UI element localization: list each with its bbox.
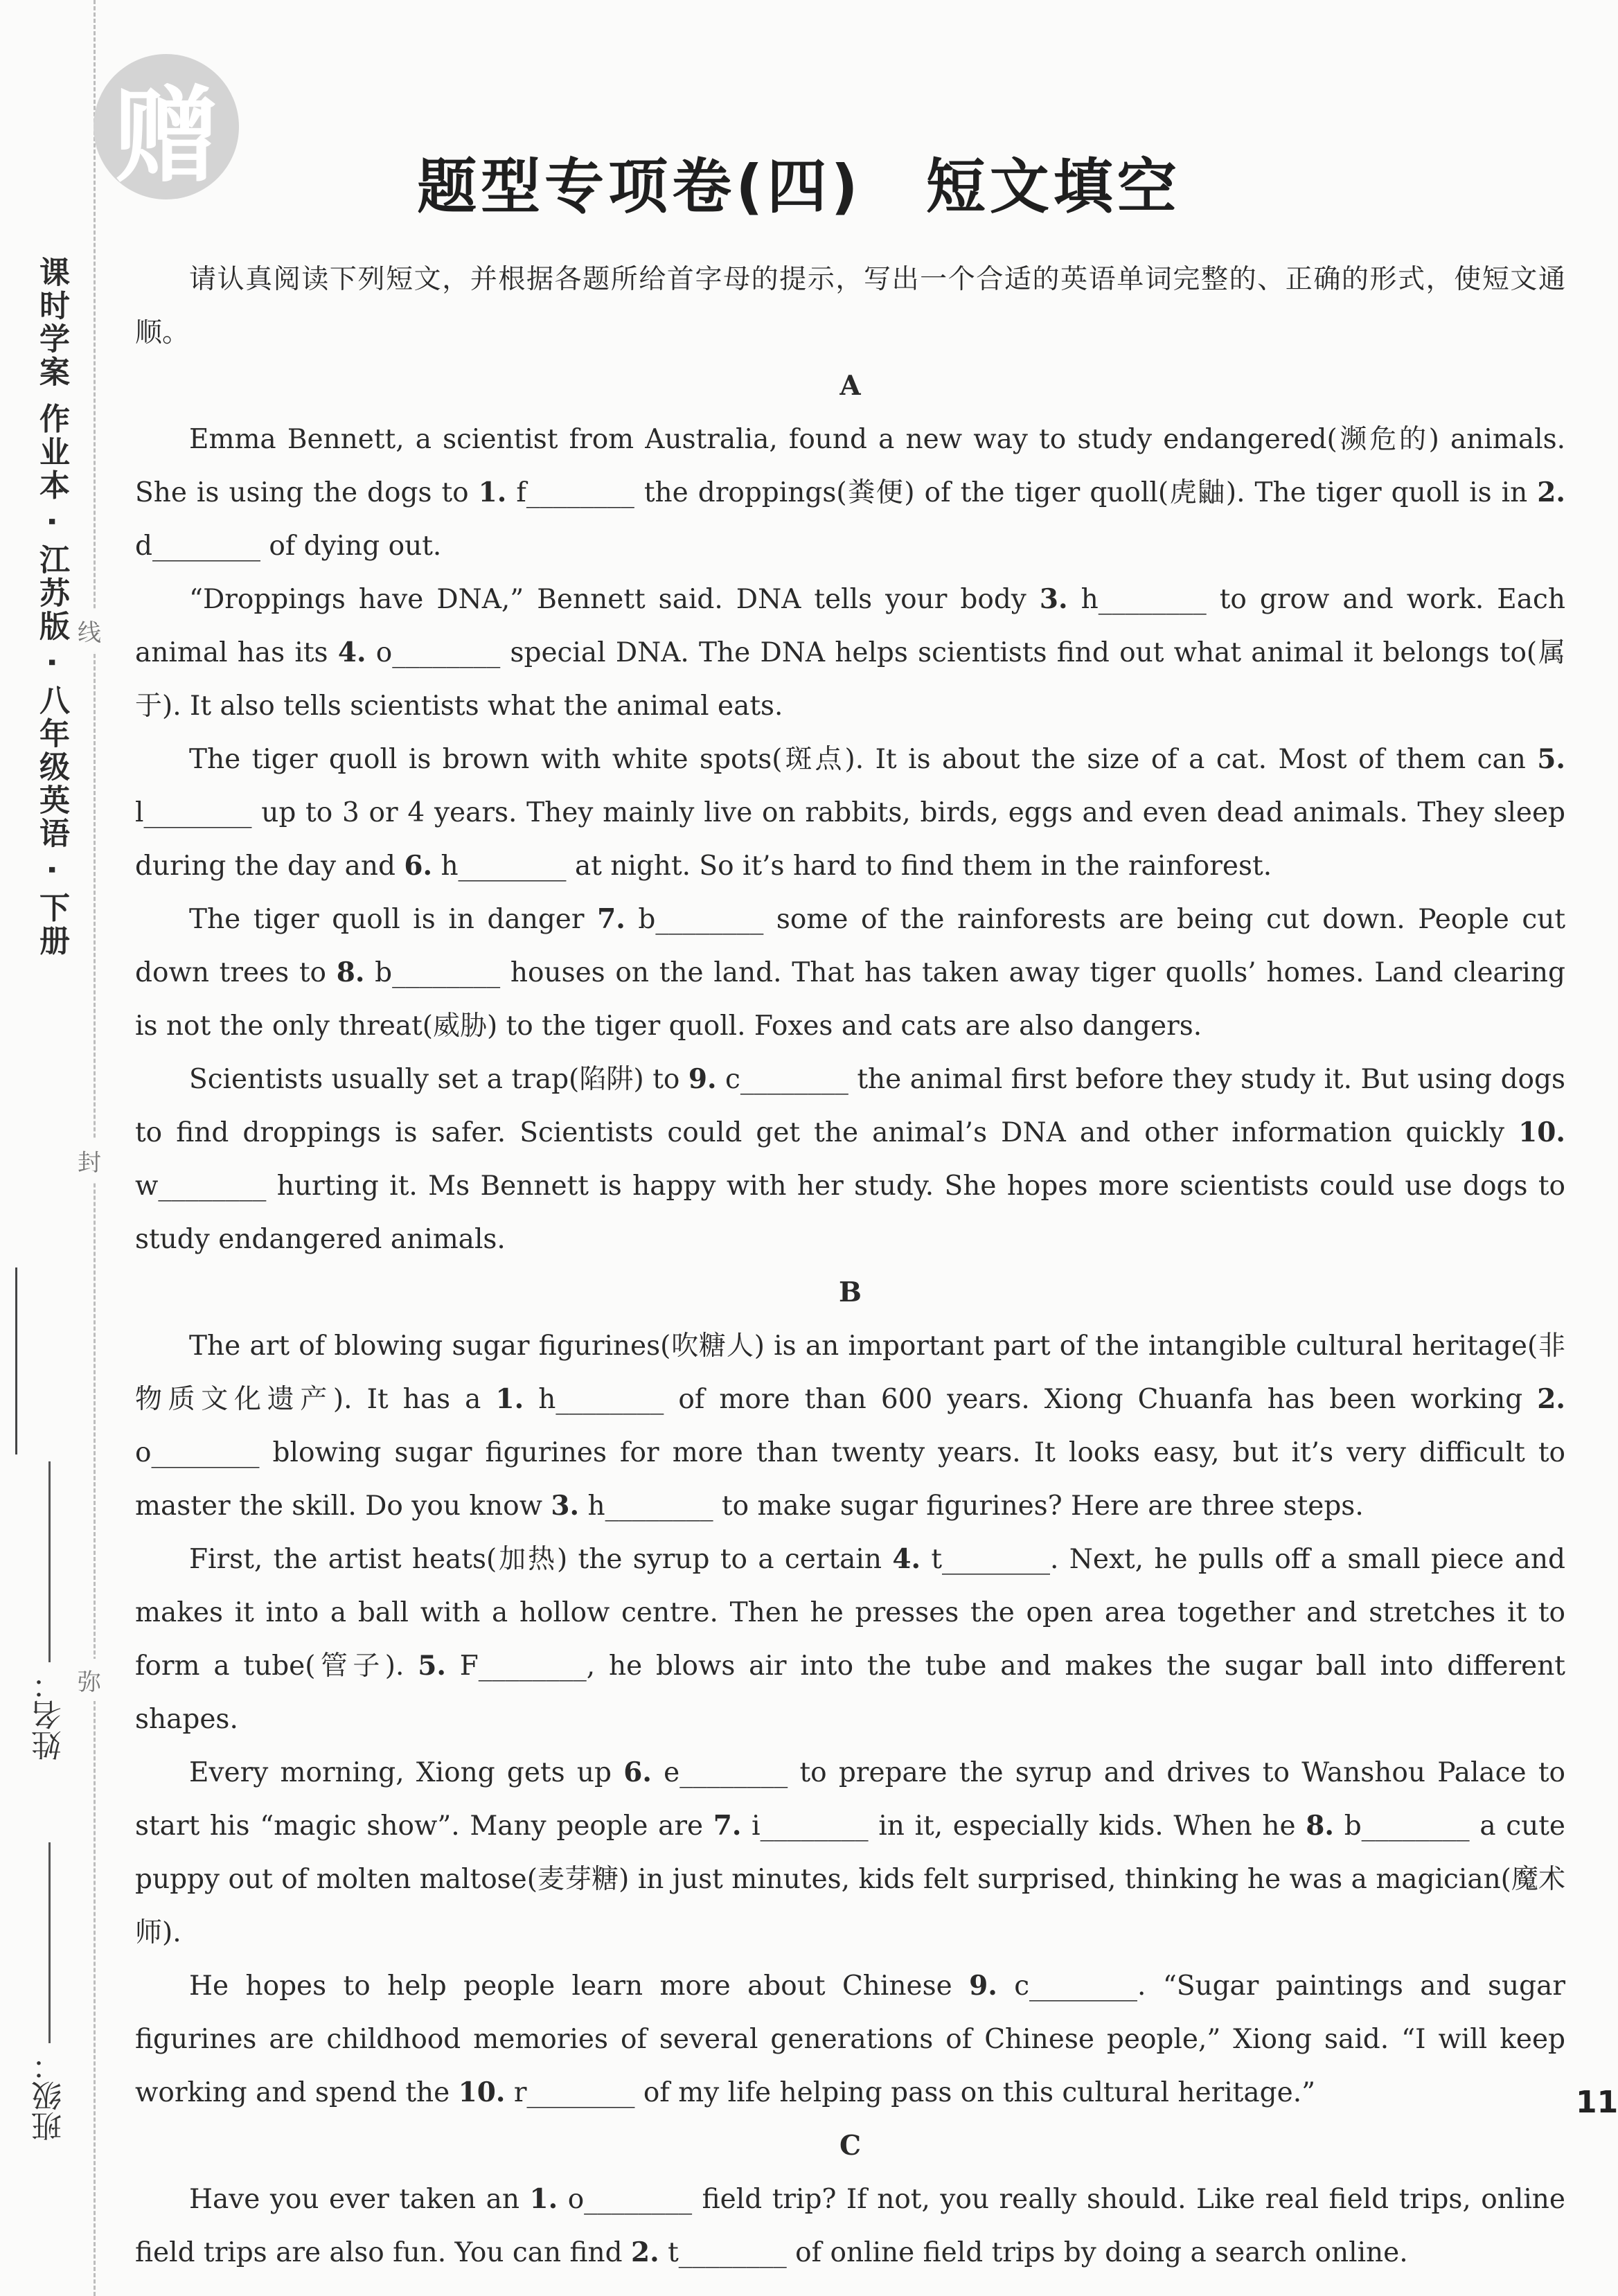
exercise-content [135,253,1565,2279]
question-number: 4. [337,637,366,668]
question-number: 6. [623,1756,652,1788]
cut-mark-seal: 封 [78,1139,101,1182]
margin-rule [15,1267,17,1454]
book-series-title: 课时学案 作业本 · 江苏版 · 八年级英语 · 下册 [34,256,69,959]
passage-a-paragraph: The tiger quoll is in danger 7. b________ some of the rainforests are being cut down. People cut down trees to 8. b________ houses on the land. That has taken away tiger quolls’ homes. Land clearing is not the only threat(威胁) to the tiger quoll. Foxes and cats are also dangers. [135,903,1565,1042]
class-blank[interactable] [49,1842,51,2043]
name-field[interactable] [28,1461,72,1761]
name-blank[interactable] [49,1461,51,1662]
question-number: 8. [1306,1810,1335,1842]
passage-c-paragraph: Have you ever taken an 1. o________ field trip? If not, you really should. Like real field trips, online field trips are also fun. You can find 2. t________ of online field trips by doing a search online. [135,2183,1565,2268]
cut-mark-close: 弥 [78,1659,101,1701]
page-number: 11 [1576,2085,1618,2120]
question-number: 10. [458,2076,506,2108]
passage-a-paragraph: Scientists usually set a trap(陷阱) to 9. c________ the animal first before they study it. But using dogs to find droppings is safer. Scientists could get the animal’s DNA and other information quickly 10. w________ hurting it. Ms Bennett is happy with her study. She hopes more scientists could use dogs to study endangered animals. [135,1063,1565,1255]
question-number: 2. [631,2236,659,2268]
passage-b-paragraph: First, the artist heats(加热) the syrup to a certain 4. t________. Next, he pulls off a small piece and makes it into a ball with a hollow centre. Then he presses the open area together and stretches it to form a tube(管子). 5. F________, he blows air into the tube and makes the sugar ball into different shapes. [135,1543,1566,1735]
question-number: 6. [404,850,433,882]
question-number: 5. [418,1650,446,1682]
passage-b-paragraph: He hopes to help people learn more about Chinese 9. c________. “Sugar paintings and sugar figurines are childhood memories of several generations of Chinese people,” Xiong said. “I will keep working and spend the 10. r________ of my life helping pass on this cultural heritage.” [135,1970,1566,2108]
passage-b-paragraph: The art of blowing sugar figurines(吹糖人) is an important part of the intangible cultural heritage(非物质文化遗产). It has a 1. h________ of more than 600 years. Xiong Chuanfa has been working 2. o________ blowing sugar figurines for more than twenty years. It looks easy, but it’s very difficult to master the skill. Do you know 3. h________ to make sugar figurines? Here are three steps. [135,1331,1566,1522]
question-number: 7. [597,903,625,935]
passage-b-paragraph: Every morning, Xiong gets up 6. e________ to prepare the syrup and drives to Wanshou Palace to start his “magic show”. Many people are 7. i________ in it, especially kids. When he 8. b________ a cute puppy out of molten maltose(麦芽糖) in just minutes, kids felt surprised, thinking he was a magician(魔术师). [135,1756,1565,1948]
section-label-b: B [839,1276,862,1308]
passage-a-paragraph: “Droppings have DNA,” Bennett said. DNA tells your body 3. h________ to grow and work. Each animal has its 4. o________ special DNA. The DNA helps scientists find out what animal it belongs to(属于). It also tells scientists what the animal eats. [135,583,1565,722]
question-number: 7. [713,1810,742,1842]
section-label-a: A [839,370,861,402]
question-number: 9. [969,1970,997,2002]
instruction: 请认真阅读下列短文，并根据各题所给首字母的提示，写出一个合适的英语单词完整的、正确的形式，使短文通顺。 [135,264,1565,348]
question-number: 10. [1518,1116,1565,1148]
section-label-c: C [839,2130,862,2162]
question-number: 4. [892,1543,921,1575]
class-label: 班级： [32,2050,67,2142]
class-field[interactable] [28,1842,72,2142]
question-number: 2. [1537,477,1565,508]
question-number: 1. [495,1383,524,1415]
question-number: 8. [336,956,365,988]
question-number: 1. [529,2183,558,2215]
question-number: 1. [478,477,507,508]
page-title: 题型专项卷(四) 短文填空 [417,152,1181,222]
question-number: 3. [1039,583,1068,615]
question-number: 5. [1537,743,1565,775]
question-number: 3. [551,1490,580,1522]
gift-stamp-icon: 赠 [94,54,239,199]
question-number: 9. [688,1063,717,1095]
cut-mark-line: 线 [78,609,101,652]
question-number: 2. [1537,1383,1566,1415]
name-label: 姓名： [32,1669,67,1761]
passage-a-paragraph: Emma Bennett, a scientist from Australia, found a new way to study endangered(濒危的) animals. She is using the dogs to 1. f________ the droppings(粪便) of the tiger quoll(虎鼬). The tiger quoll is in 2. d________ of dying out. [135,424,1565,562]
passage-a-paragraph: The tiger quoll is brown with white spots(斑点). It is about the size of a cat. Most of them can 5. l________ up to 3 or 4 years. They mainly live on rabbits, birds, eggs and even dead animals. They sleep during the day and 6. h________ at night. So it’s hard to find them in the rainforest. [135,743,1565,882]
